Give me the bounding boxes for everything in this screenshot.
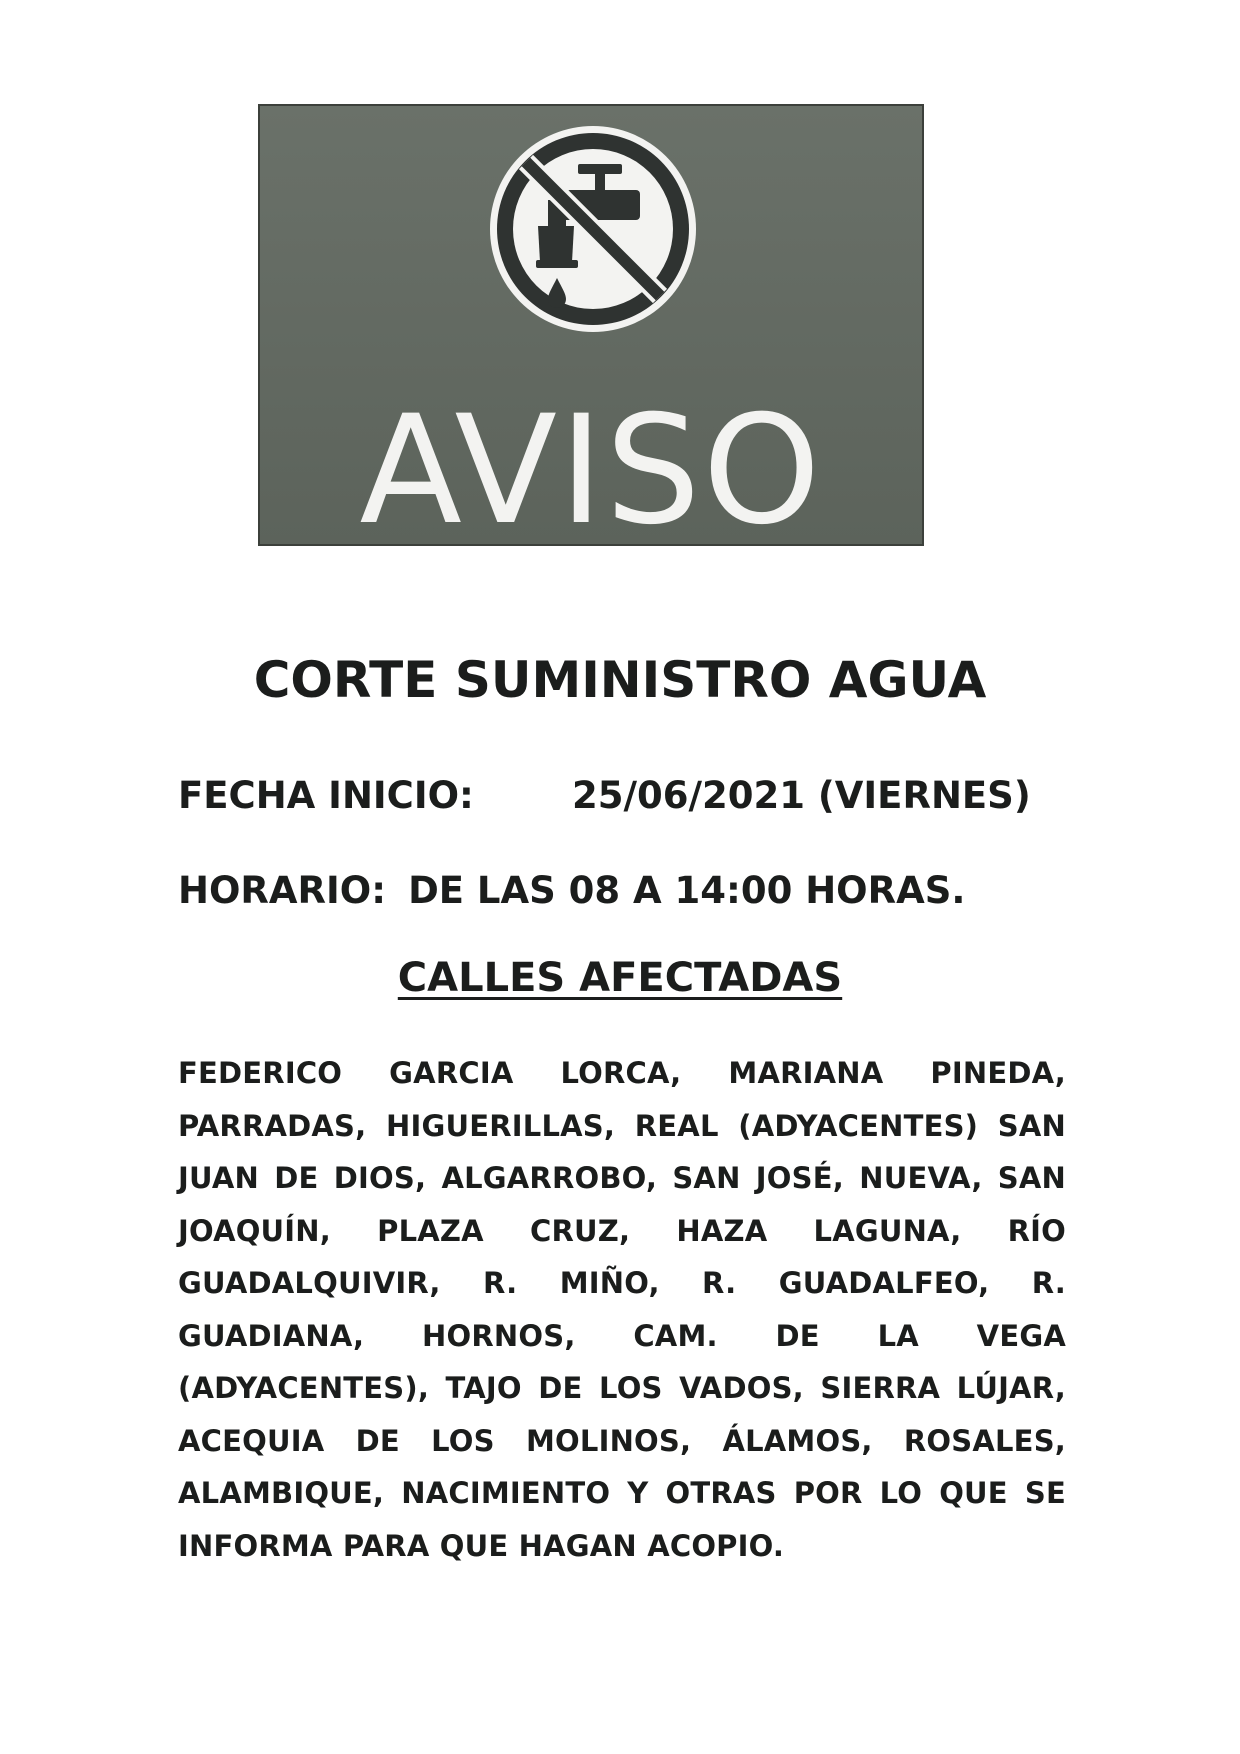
no-water-tap-icon	[486, 122, 700, 336]
affected-streets-text: FEDERICO GARCIA LORCA, MARIANA PINEDA, PARRADAS, HIGUERILLAS, REAL (ADYACENTES) SAN JUAN DE DIOS, ALGARROBO, SAN JOSÉ, NUEVA, SAN JOAQUÍN, PLAZA CRUZ, HAZA LAGUNA, RÍO GUADALQUIVIR, R. MIÑO, R. GUADALFEO, R. GUADIANA, HORNOS, CAM. DE LA VEGA (ADYACENTES), TAJO DE LOS VADOS, SIERRA LÚJAR, ACEQUIA DE LOS MOLINOS, ÁLAMOS, ROSALES, ALAMBIQUE, NACIMIENTO Y OTRAS POR LO QUE SE INFORMA PARA QUE HAGAN ACOPIO.	[178, 1056, 1066, 1563]
schedule-label: HORARIO:	[178, 869, 387, 912]
start-date-value: 25/06/2021 (VIERNES)	[572, 774, 1031, 817]
schedule-value: DE LAS 08 A 14:00 HORAS.	[408, 869, 966, 912]
banner-title: AVISO	[359, 384, 823, 558]
page-title: CORTE SUMINISTRO AGUA	[253, 651, 987, 709]
affected-streets-heading-text: CALLES AFECTADAS	[397, 955, 843, 1001]
start-date-label: FECHA INICIO:	[178, 774, 474, 817]
affected-streets-heading	[240, 952, 1000, 1004]
schedule-row	[178, 868, 965, 914]
aviso-banner	[258, 104, 924, 558]
